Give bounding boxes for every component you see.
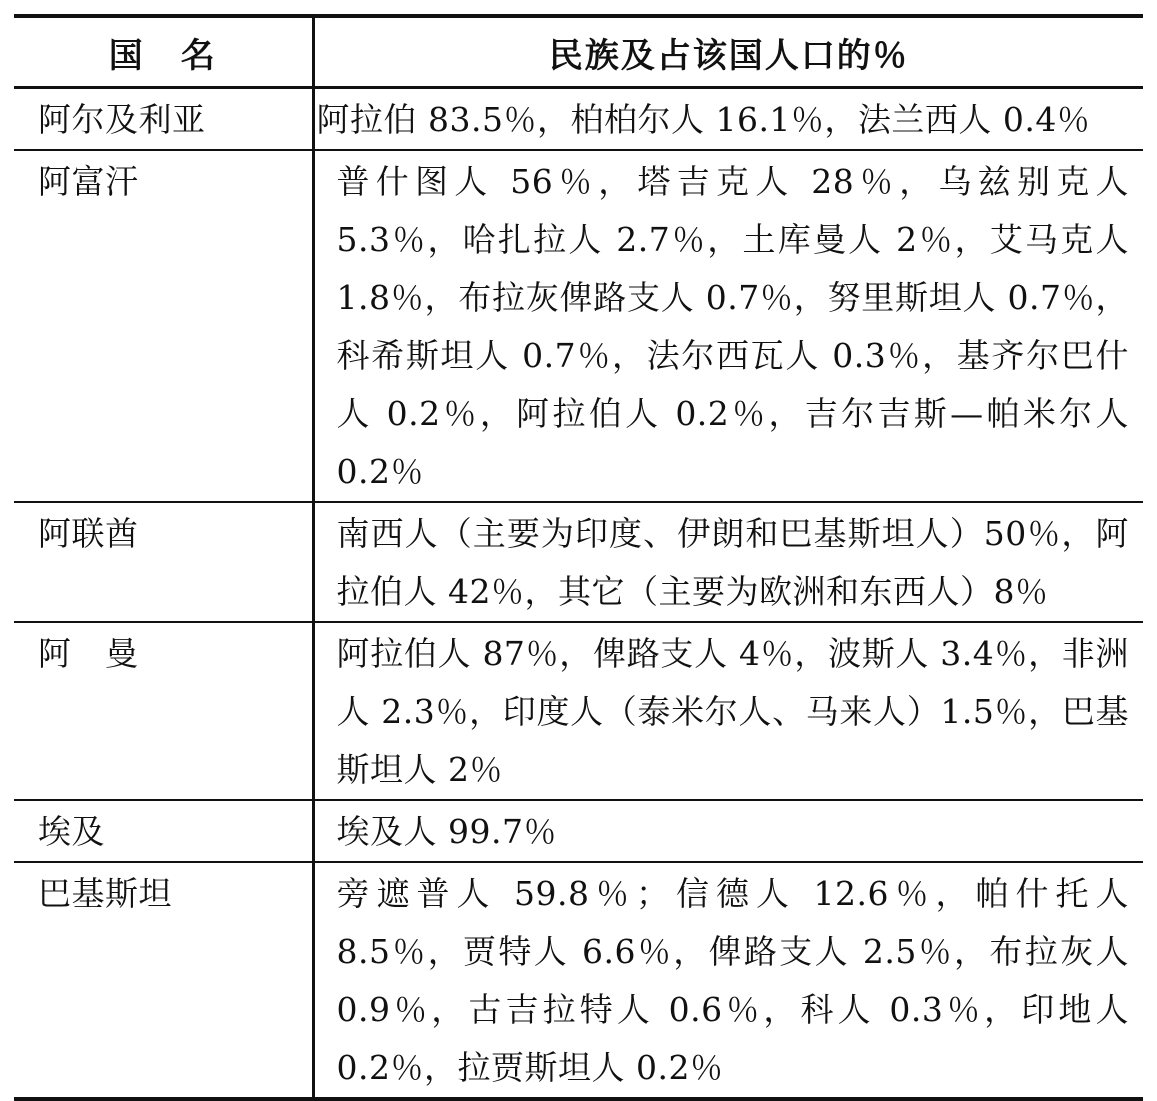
country-cell: 阿联酋 — [14, 502, 313, 622]
ethnic-population-table — [14, 14, 1143, 1101]
header-ethnic: 民族及占该国人口的％ — [548, 35, 909, 76]
header-row — [14, 16, 1143, 88]
country-cell: 巴基斯坦 — [14, 862, 313, 1099]
ethnic-cell: 南西人（主要为印度、伊朗和巴基斯坦人）50％，阿拉伯人 42％，其它（主要为欧洲和东西人）8％ — [336, 514, 1129, 611]
table-row — [14, 800, 1143, 862]
table-row — [14, 862, 1143, 1099]
ethnic-cell: 旁遮普人 59.8％；信德人 12.6％，帕什托人 8.5％，贾特人 6.6％，俾路支人 2.5％，布拉灰人 0.9％，古吉拉特人 0.6％，科人 0.3％，印地人 0.2％，拉贾斯坦人 0.2％ — [336, 874, 1129, 1087]
header-country: 国 名 — [14, 16, 313, 88]
table-header — [14, 16, 1143, 88]
table-row — [14, 88, 1143, 151]
country-cell: 埃及 — [14, 800, 313, 862]
table-row — [14, 150, 1143, 502]
table-row — [14, 502, 1143, 622]
ethnic-cell: 阿拉伯 83.5％，柏柏尔人 16.1％，法兰西人 0.4％ — [316, 100, 1091, 139]
ethnic-cell: 埃及人 99.7％ — [336, 812, 557, 851]
country-cell: 阿 曼 — [14, 622, 313, 800]
country-cell: 阿富汗 — [14, 150, 313, 502]
ethnic-cell: 阿拉伯人 87％，俾路支人 4％，波斯人 3.4％，非洲人 2.3％，印度人（泰米尔人、马来人）1.5％，巴基斯坦人 2％ — [336, 634, 1129, 789]
country-cell: 阿尔及利亚 — [14, 88, 313, 151]
ethnic-cell: 普什图人 56％，塔吉克人 28％，乌兹别克人 5.3％，哈扎拉人 2.7％，土库曼人 2％，艾马克人 1.8％，布拉灰俾路支人 0.7％，努里斯坦人 0.7％，科希斯坦人 0.7％，法尔西瓦人 0.3％，基齐尔巴什人 0.2％，阿拉伯人 0.2％，吉尔吉斯—帕米尔人 0.2％ — [336, 162, 1129, 491]
ethnic-population-table-container — [14, 14, 1143, 1101]
table-body — [14, 88, 1143, 1100]
table-row — [14, 622, 1143, 800]
